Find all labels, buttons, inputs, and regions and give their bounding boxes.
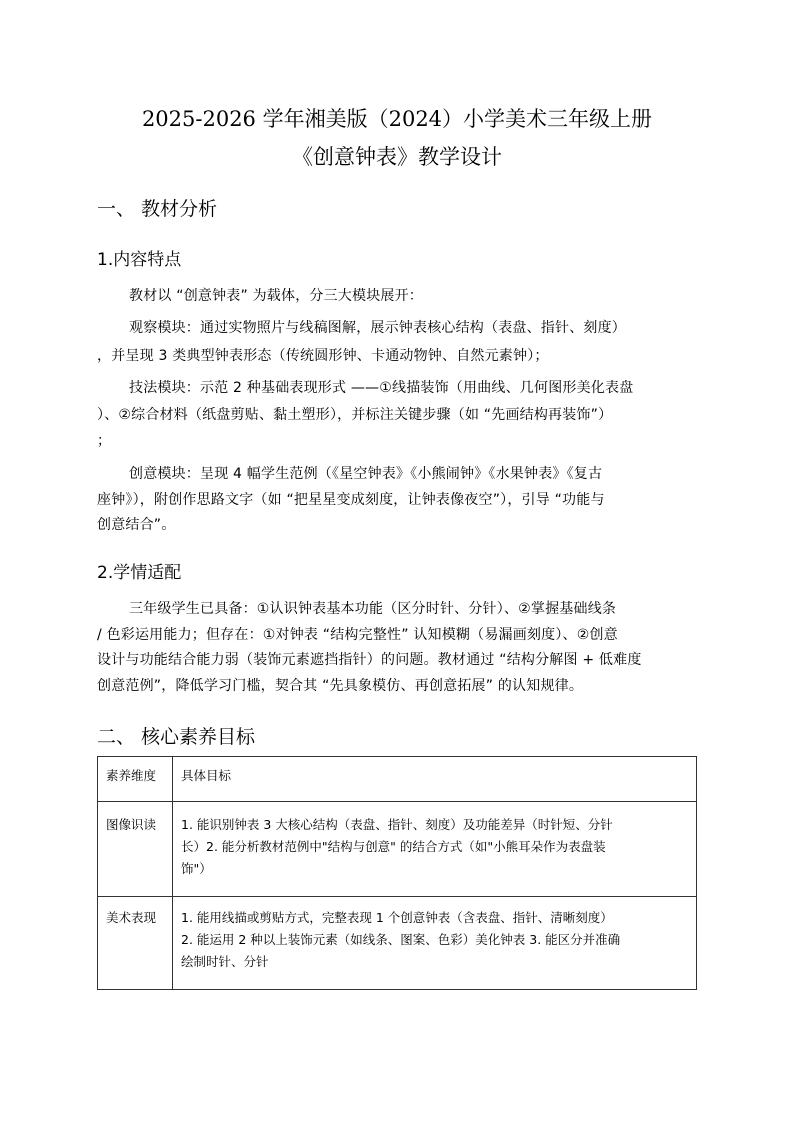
goal-text (173, 802, 696, 880)
paragraph-line: 设计与功能结合能力弱（装饰元素遮挡指针）的问题。教材通过 “结构分解图 + 低难度 (97, 652, 642, 668)
paragraph-line: 三年级学生已具备：①认识钟表基本功能（区分时针、分针）、②掌握基础线条 (129, 601, 617, 617)
goal-line: 1. 能用线描或剪贴方式，完整表现 1 个创意钟表（含表盘、指针、清晰刻度） (181, 910, 613, 925)
goal-text (173, 897, 696, 973)
dimension-label: 美术表现 (106, 910, 157, 925)
section-heading-textbook-analysis: 一、 教材分析 (97, 198, 218, 220)
table-header-cell (98, 757, 173, 802)
table-cell (173, 897, 697, 990)
paragraph-line: ）、②综合材料（纸盘剪贴、黏土塑形），并标注关键步骤（如 “先画结构再装饰”） (97, 407, 613, 423)
paragraph-line: 创意模块：呈现 4 幅学生范例（《星空钟表》《小熊闹钟》《水果钟表》《复古 (129, 466, 603, 482)
paragraph-line: 技法模块：示范 2 种基础表现形式 ——①线描装饰（用曲线、几何图形美化表盘 (129, 380, 634, 396)
paragraph-line: ； (97, 433, 112, 449)
goal-line: 2. 能运用 2 种以上装饰元素（如线条、图案、色彩）美化钟表 3. 能区分并准确 (181, 932, 621, 947)
header-goal: 具体目标 (181, 768, 232, 783)
goals-table (97, 756, 697, 990)
section-heading-core-goals: 二、 核心素养目标 (97, 726, 256, 748)
paragraph-line: 教材以 “创意钟表” 为载体，分三大模块展开： (129, 288, 424, 304)
document-title: 2025-2026 学年湘美版（2024）小学美术三年级上册 (141, 107, 653, 131)
document-subtitle: 《创意钟表》教学设计 (292, 145, 502, 169)
goal-line: 饰"） (181, 861, 212, 876)
paragraph-line: 座钟》），附创作思路文字（如 “把星星变成刻度，让钟表像夜空”），引导 “功能与 (97, 492, 605, 508)
paragraph-line: 创意范例”，降低学习门槛，契合其 “先具象模仿、再创意拓展” 的认知规律。 (97, 678, 584, 694)
table-row (98, 897, 697, 990)
paragraph-line: / 色彩运用能力；但存在：①对钟表 “结构完整性” 认知模糊（易漏画刻度）、②创意 (97, 627, 618, 643)
dimension-label: 图像识读 (106, 817, 157, 832)
table-cell (98, 802, 173, 897)
goal-line: 长）2. 能分析教材范例中"结构与创意" 的结合方式（如"小熊耳朵作为表盘装 (181, 839, 606, 854)
paragraph-line: 创意结合”。 (97, 517, 176, 533)
paragraph-line: 观察模块：通过实物照片与线稿图解，展示钟表核心结构（表盘、指针、刻度） (129, 320, 626, 336)
header-dimension: 素养维度 (106, 768, 157, 783)
table-header-cell (173, 757, 697, 802)
table-cell (98, 897, 173, 990)
paragraph-line: ，并呈现 3 类典型钟表形态（传统圆形钟、卡通动物钟、自然元素钟）； (97, 348, 549, 364)
subheading-learner-fit: 2.学情适配 (97, 563, 182, 583)
table-cell (173, 802, 697, 897)
table-header-row (98, 757, 697, 802)
goal-line: 绘制时针、分针 (181, 954, 269, 969)
goal-line: 1. 能识别钟表 3 大核心结构（表盘、指针、刻度）及功能差异（时针短、分针 (181, 817, 613, 832)
subheading-content-features: 1.内容特点 (97, 250, 182, 270)
table-row (98, 802, 697, 897)
